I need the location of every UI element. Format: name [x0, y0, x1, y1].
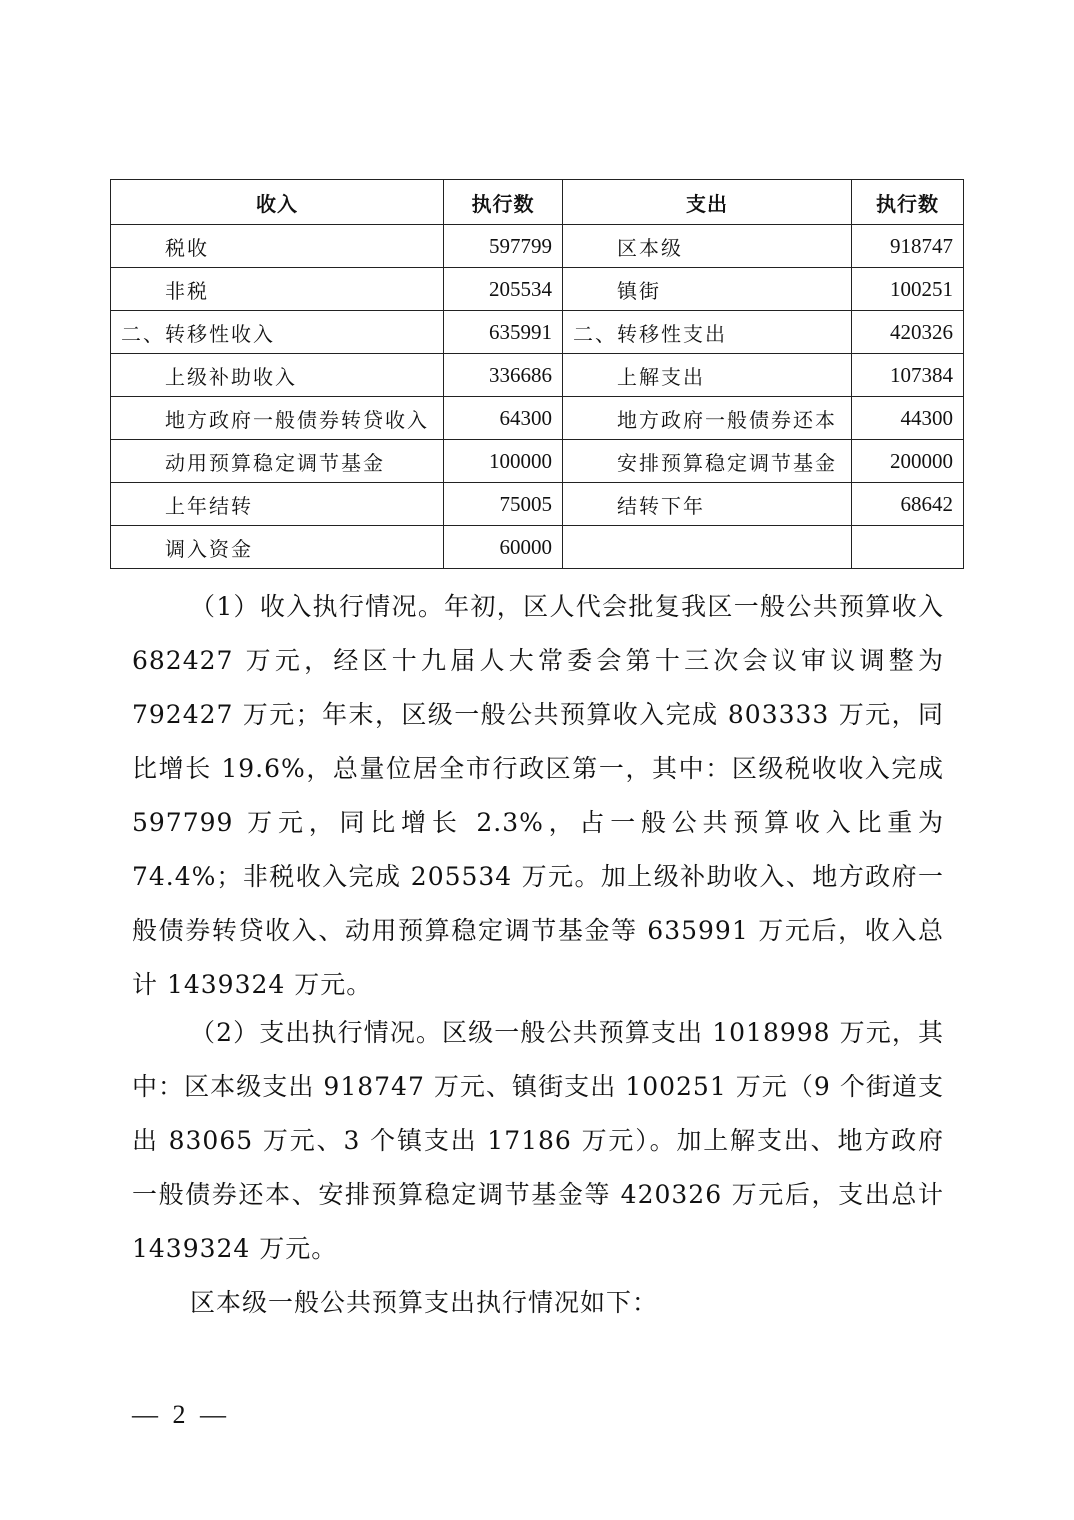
income-amount: 64300 [444, 397, 563, 440]
income-label: 税收 [111, 225, 444, 268]
income-label: 二、转移性收入 [111, 311, 444, 354]
table-row [111, 268, 964, 311]
income-label: 上年结转 [111, 483, 444, 526]
header-expense: 支出 [563, 180, 852, 225]
expense-amount: 200000 [852, 440, 964, 483]
income-label: 非税 [111, 268, 444, 311]
expense-amount: 68642 [852, 483, 964, 526]
income-label: 上级补助收入 [111, 354, 444, 397]
budget-table [110, 179, 964, 569]
expense-label [563, 526, 852, 569]
expense-label: 上解支出 [563, 354, 852, 397]
header-income: 收入 [111, 180, 444, 225]
table-row [111, 354, 964, 397]
header-income-amount: 执行数 [444, 180, 563, 225]
table-row [111, 397, 964, 440]
income-label: 调入资金 [111, 526, 444, 569]
expense-label: 地方政府一般债券还本 [563, 397, 852, 440]
expense-amount: 100251 [852, 268, 964, 311]
expense-label: 镇街 [563, 268, 852, 311]
income-amount: 60000 [444, 526, 563, 569]
expense-label: 结转下年 [563, 483, 852, 526]
expense-label: 区本级 [563, 225, 852, 268]
income-label: 地方政府一般债券转贷收入 [111, 397, 444, 440]
income-paragraph: （1）收入执行情况。年初，区人代会批复我区一般公共预算收入 682427 万元，经区十九届人大常委会第十三次会议审议调整为 792427 万元；年末，区级一般公共预算收入完成 803333 万元，同比增长 19.6%，总量位居全市行政区第一，其中：区级税收收入完成 597799 万元，同比增长 2.3%，占一般公共预算收入比重为 74.4%；非税收入完成 205534 万元。加上级补助收入、地方政府一般债券转贷收入、动用预算稳定调节基金等 635991 万元后，收入总计 1439324 万元。 [132, 592, 944, 999]
income-amount: 100000 [444, 440, 563, 483]
expense-amount [852, 526, 964, 569]
income-amount: 635991 [444, 311, 563, 354]
expense-paragraph: （2）支出执行情况。区级一般公共预算支出 1018998 万元，其中：区本级支出 918747 万元、镇街支出 100251 万元（9 个街道支出 83065 万元、3 个镇支出 17186 万元）。加上解支出、地方政府一般债券还本、安排预算稳定调节基金等 420326 万元后，支出总计 1439324 万元。 [132, 1018, 944, 1263]
header-expense-amount: 执行数 [852, 180, 964, 225]
expense-label: 安排预算稳定调节基金 [563, 440, 852, 483]
page-number: — 2 — [132, 1400, 230, 1429]
table-row [111, 526, 964, 569]
expense-amount: 107384 [852, 354, 964, 397]
table-row [111, 311, 964, 354]
income-amount: 597799 [444, 225, 563, 268]
income-amount: 75005 [444, 483, 563, 526]
table-row [111, 440, 964, 483]
table-row [111, 225, 964, 268]
table-row [111, 483, 964, 526]
table-header-row [111, 180, 964, 225]
income-amount: 205534 [444, 268, 563, 311]
income-label: 动用预算稳定调节基金 [111, 440, 444, 483]
expense-amount: 918747 [852, 225, 964, 268]
expense-label: 二、转移性支出 [563, 311, 852, 354]
intro-paragraph: 区本级一般公共预算支出执行情况如下： [190, 1288, 659, 1317]
expense-amount: 44300 [852, 397, 964, 440]
expense-amount: 420326 [852, 311, 964, 354]
income-amount: 336686 [444, 354, 563, 397]
